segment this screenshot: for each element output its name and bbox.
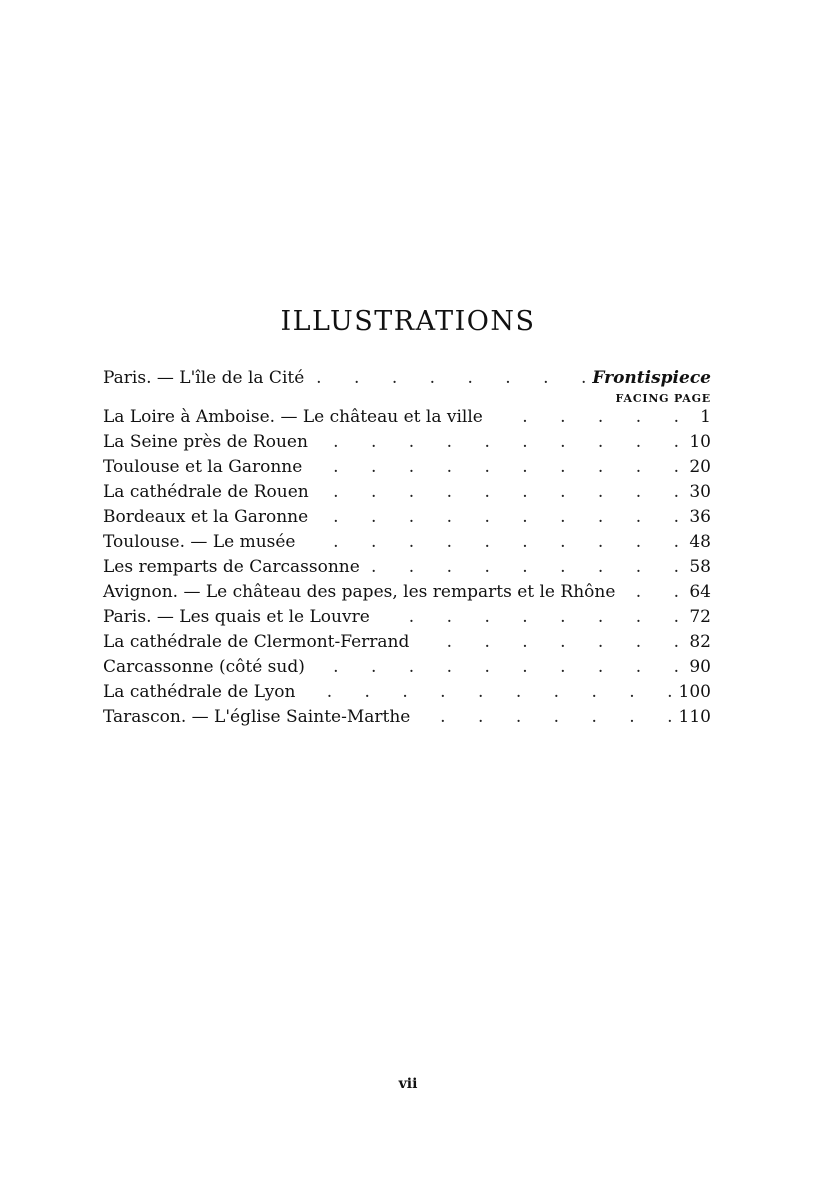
list-item [103, 607, 711, 632]
entry-title: La Seine près de Rouen [103, 432, 308, 452]
entry-page: 10 [689, 432, 711, 452]
dot-leader [621, 582, 679, 602]
entry-page: 90 [689, 657, 711, 677]
entry-page: 36 [689, 507, 711, 527]
dot-leader [315, 482, 679, 502]
frontispiece-entry [103, 368, 711, 393]
dot-leader [311, 657, 679, 677]
entry-page: 48 [689, 532, 711, 552]
entry-page: 110 [678, 707, 711, 727]
list-item [103, 632, 711, 657]
entry-title: Les remparts de Carcassonne [103, 557, 360, 577]
entry-page: 64 [689, 582, 711, 602]
list-item [103, 482, 711, 507]
entry-title: Carcassonne (côté sud) [103, 657, 305, 677]
entry-page: 72 [689, 607, 711, 627]
dot-leader [302, 532, 680, 552]
list-item [103, 432, 711, 457]
entry-page: 1 [700, 407, 711, 427]
dot-leader [489, 407, 679, 427]
illustrations-list [103, 368, 711, 732]
page-title: ILLUSTRATIONS [280, 306, 536, 337]
dot-leader [314, 432, 679, 452]
list-item [103, 682, 711, 707]
entry-page: 20 [689, 457, 711, 477]
list-item [103, 457, 711, 482]
list-item [103, 507, 711, 532]
entry-title: La Loire à Amboise. — Le château et la ville [103, 407, 483, 427]
frontispiece-label: Frontispiece [592, 368, 711, 388]
entry-page: 82 [689, 632, 711, 652]
entry-title: Paris. — Les quais et le Louvre [103, 607, 370, 627]
list-item [103, 407, 711, 432]
dot-leader [308, 457, 679, 477]
facing-page-header: FACING PAGE [615, 392, 711, 405]
entry-title: Toulouse et la Garonne [103, 457, 303, 477]
list-item [103, 582, 711, 607]
entry-page: 30 [689, 482, 711, 502]
dot-leader [314, 507, 679, 527]
entry-title: La cathédrale de Rouen [103, 482, 309, 502]
dot-leader [302, 682, 673, 702]
entry-title: Paris. — L'île de la Cité [103, 368, 305, 388]
entry-title: La cathédrale de Clermont-Ferrand [103, 632, 410, 652]
dot-leader [416, 707, 672, 727]
dot-leader [415, 632, 679, 652]
dot-leader [366, 557, 679, 577]
entry-title: Bordeaux et la Garonne [103, 507, 309, 527]
dot-leader [310, 368, 586, 388]
list-item [103, 707, 711, 732]
list-item [103, 557, 711, 582]
entry-title: Tarascon. — L'église Sainte-Marthe [103, 707, 411, 727]
dot-leader [376, 607, 679, 627]
page-number: vii [398, 1076, 418, 1092]
list-item [103, 532, 711, 557]
entry-page: 100 [678, 682, 711, 702]
list-item [103, 657, 711, 682]
entry-title: La cathédrale de Lyon [103, 682, 296, 702]
entry-page: 58 [689, 557, 711, 577]
entry-title: Toulouse. — Le musée [103, 532, 296, 552]
entry-title: Avignon. — Le château des papes, les remparts et le Rhône [103, 582, 616, 602]
